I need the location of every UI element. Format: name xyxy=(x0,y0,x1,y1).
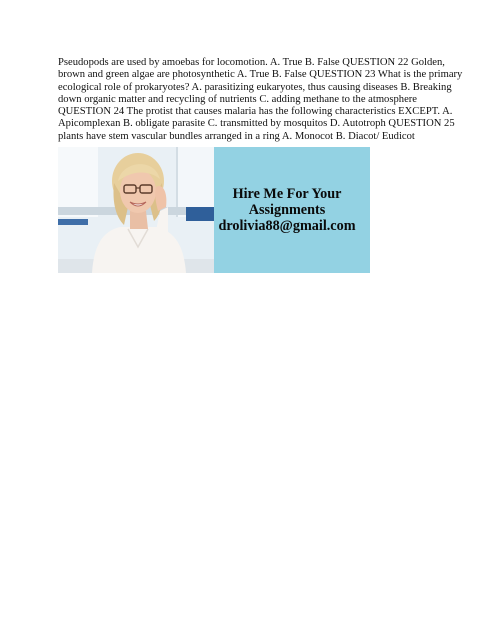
text-line: plants have stem vascular bundles arranged in a ring A. Monocot B. Diacot/ Eudicot xyxy=(58,130,415,142)
ad-banner xyxy=(58,147,370,273)
ad-headline: Hire Me For Your xyxy=(232,186,342,202)
woman-illustration xyxy=(58,147,214,273)
text-line: brown and green algae are photosynthetic A. True B. False QUESTION 23 What is the primary xyxy=(58,69,463,81)
ad-email: drolivia88@gmail.com xyxy=(218,218,356,234)
text-line: Pseudopods are used by amoebas for locomotion. A. True B. False QUESTION 22 Golden, xyxy=(58,57,445,68)
ad-subheadline: Assignments xyxy=(248,202,326,218)
document-body xyxy=(58,57,463,143)
woman-photo xyxy=(58,147,214,273)
text-line: down organic matter and recycling of nutrients C. adding methane to the atmosphere xyxy=(58,93,418,105)
text-line: Apicomplexan B. obligate parasite C. transmitted by mosquitos D. Autotroph QUESTION 25 xyxy=(58,118,455,130)
text-line: QUESTION 24 The protist that causes malaria has the following characteristics EXCEPT. A. xyxy=(58,106,453,118)
ad-panel xyxy=(214,147,370,273)
text-line: ecological role of prokaryotes? A. parasitizing eukaryotes, thus causing diseases B. Breaking xyxy=(58,81,452,93)
